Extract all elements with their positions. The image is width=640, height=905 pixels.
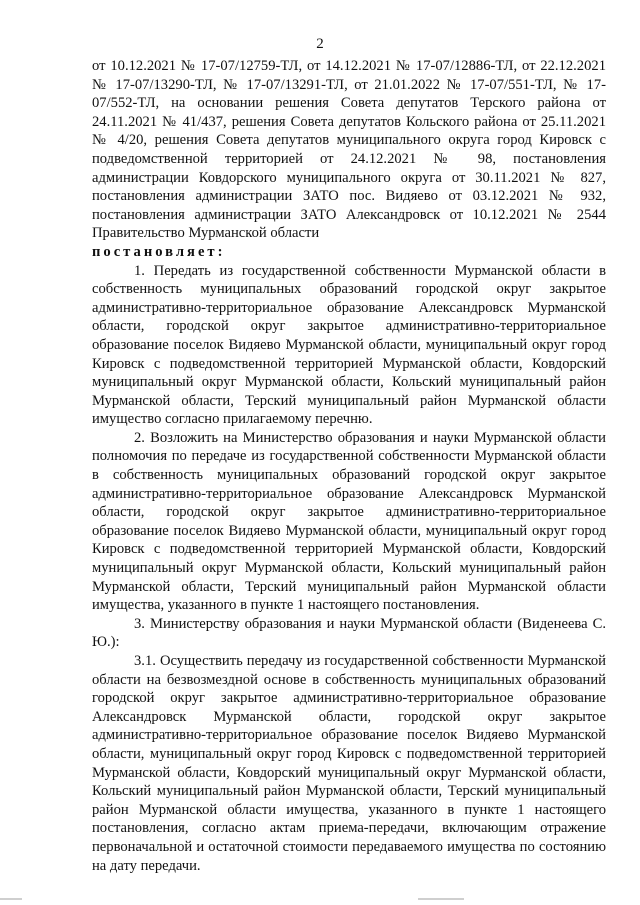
decree-word-text: постановляет: bbox=[92, 243, 226, 260]
preamble-paragraph: от 10.12.2021 № 17-07/12759-ТЛ, от 14.12.2021 № 17-07/12886-ТЛ, от 22.12.2021 № 17-07/13290-ТЛ, № 17-07/13291-ТЛ, от 21.01.2022 № 17-07/551-ТЛ, № 17-07/552-ТЛ, на основании решения Совета депутатов Терского района от 24.11.2021 № 41/437, решения Совета депутатов Кольского района от 25.11.2021 № 4/20, решения Совета депутатов муниципального округа город Кировск с подведомственной территорией от 24.12.2021 № 98, постановления администрации Ковдорского муниципального округа от 30.11.2021 № 827, постановления администрации ЗАТО пос. Видяево от 03.12.2021 № 932, постановления администрации ЗАТО Александровск от 10.12.2021 № 2544 Правительство Мурманской области bbox=[92, 58, 606, 242]
page-number: 2 bbox=[316, 36, 324, 52]
item-2-paragraph: 2. Возложить на Министерство образования и науки Мурманской области полномочия по передаче из государственной собственности Мурманской области в собственность муниципальных образований городской округ закрытое административно-территориальное образование Александровск Мурманской области, городской округ закрытое административно-территориальное образование поселок Видяево Мурманской области, муниципальный округ город Кировск с подведомственной территорией Мурманской области, Ковдорский муниципальный округ Мурманской области, Кольский муниципальный район Мурманской области, Терский муниципальный район Мурманской области имущества, указанного в пункте 1 настоящего постановления. bbox=[92, 429, 606, 614]
decree-word bbox=[92, 243, 606, 262]
scan-edge-mark-right bbox=[418, 898, 464, 900]
document-body bbox=[92, 57, 606, 875]
scan-edge-mark-left bbox=[0, 898, 22, 900]
item-3-paragraph: 3. Министерству образования и науки Мурманской области (Виденеева С. Ю.): bbox=[92, 615, 606, 651]
item-3-1-paragraph: 3.1. Осуществить передачу из государственной собственности Мурманской области на безвозмездной основе в собственность муниципальных образований городской округ закрытое административно-территориальное образование Александровск Мурманской области, городской округ закрытое административно-территориальное образование поселок Видяево Мурманской области, муниципальный округ город Кировск с подведомственной территорией Мурманской области, Ковдорский муниципальный округ Мурманской области, Кольский муниципальный район Мурманской области, Терский муниципальный район Мурманской области имущества, указанного в пункте 1 настоящего постановления, согласно актам приема-передачи, включающим отражение первоначальной и остаточной стоимости передаваемого имущества по состоянию на дату передачи. bbox=[92, 653, 606, 874]
item-1-paragraph: 1. Передать из государственной собственности Мурманской области в собственность муниципальных образований городской округ закрытое административно-территориальное образование Александровск Мурманской области, городской округ закрытое административно-территориальное образование поселок Видяево Мурманской области, муниципальный округ город Кировск с подведомственной территорией Мурманской области, Ковдорский муниципальный округ Мурманской области, Кольский муниципальный район Мурманской области, Терский муниципальный район Мурманской области имущество согласно прилагаемому перечню. bbox=[92, 262, 606, 428]
